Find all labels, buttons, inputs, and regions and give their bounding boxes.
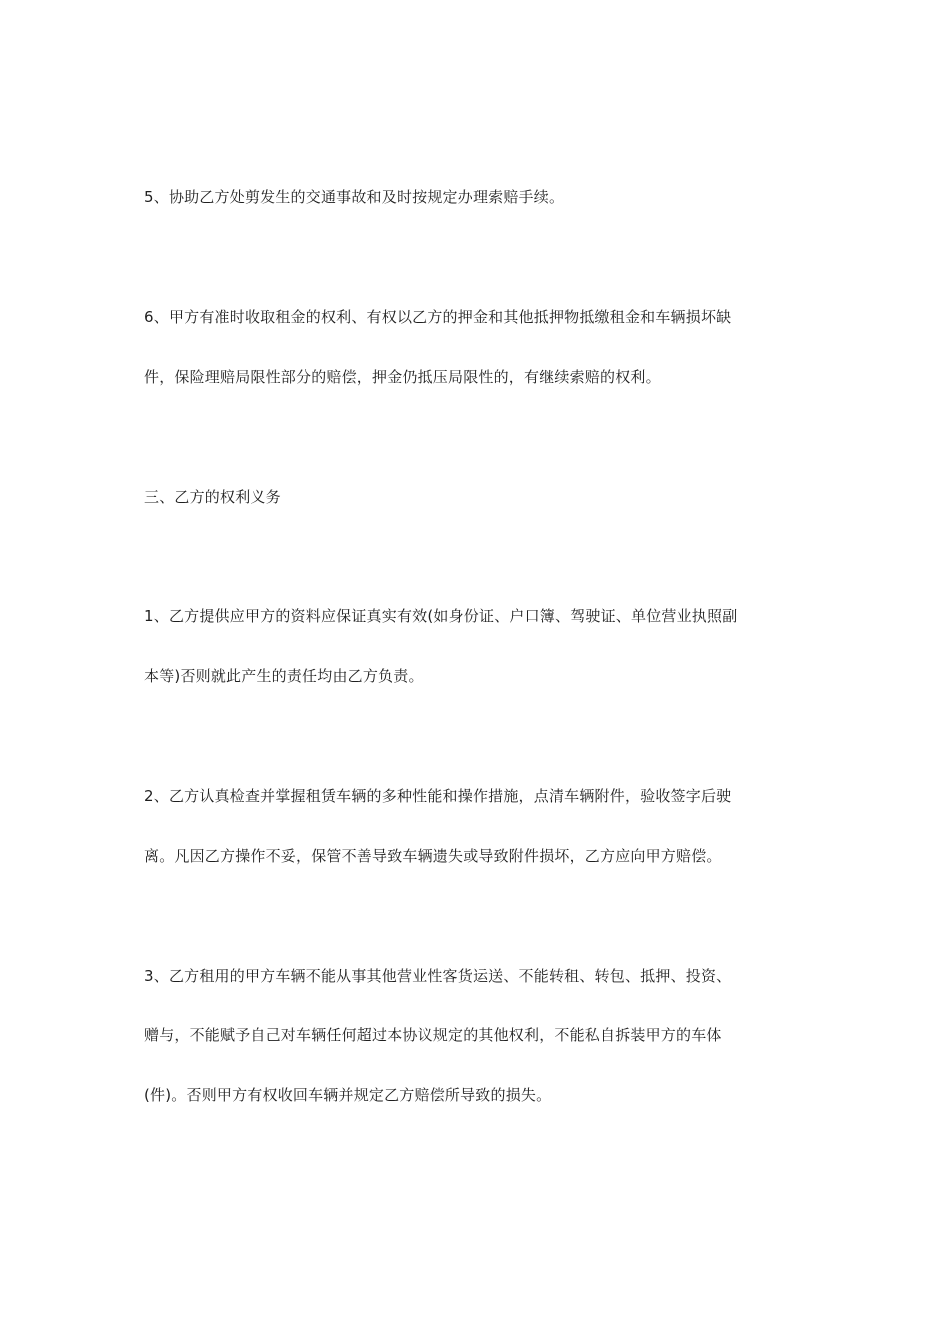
section3-paragraph-3-line-3: (件)。否则甲方有权收回车辆并规定乙方赔偿所导致的损失。: [144, 1086, 552, 1104]
section3-paragraph-1-line-2: 本等)否则就此产生的责任均由乙方负责。: [144, 667, 424, 685]
section3-paragraph-2-line-2: 离。凡因乙方操作不妥，保管不善导致车辆遗失或导致附件损坏，乙方应向甲方赔偿。: [144, 847, 722, 865]
section3-paragraph-1-line-1: 1、乙方提供应甲方的资料应保证真实有效(如身份证、户口簿、驾驶证、单位营业执照副: [144, 607, 738, 625]
section-heading-3: 三、乙方的权利义务: [144, 488, 281, 506]
section3-paragraph-3-line-2: 赠与，不能赋予自己对车辆任何超过本协议规定的其他权利，不能私自拆装甲方的车体: [144, 1026, 722, 1044]
paragraph-5-line-1: 5、协助乙方处剪发生的交通事故和及时按规定办理索赔手续。: [144, 188, 565, 206]
section3-paragraph-3-line-1: 3、乙方租用的甲方车辆不能从事其他营业性客货运送、不能转租、转包、抵押、投资、: [144, 967, 732, 985]
paragraph-6-line-2: 件，保险理赔局限性部分的赔偿，押金仍抵压局限性的，有继续索赔的权利。: [144, 368, 661, 386]
paragraph-6-line-1: 6、甲方有准时收取租金的权利、有权以乙方的押金和其他抵押物抵缴租金和车辆损坏缺: [144, 308, 732, 326]
section3-paragraph-2-line-1: 2、乙方认真检查并掌握租赁车辆的多种性能和操作措施，点清车辆附件，验收签字后驶: [144, 787, 732, 805]
